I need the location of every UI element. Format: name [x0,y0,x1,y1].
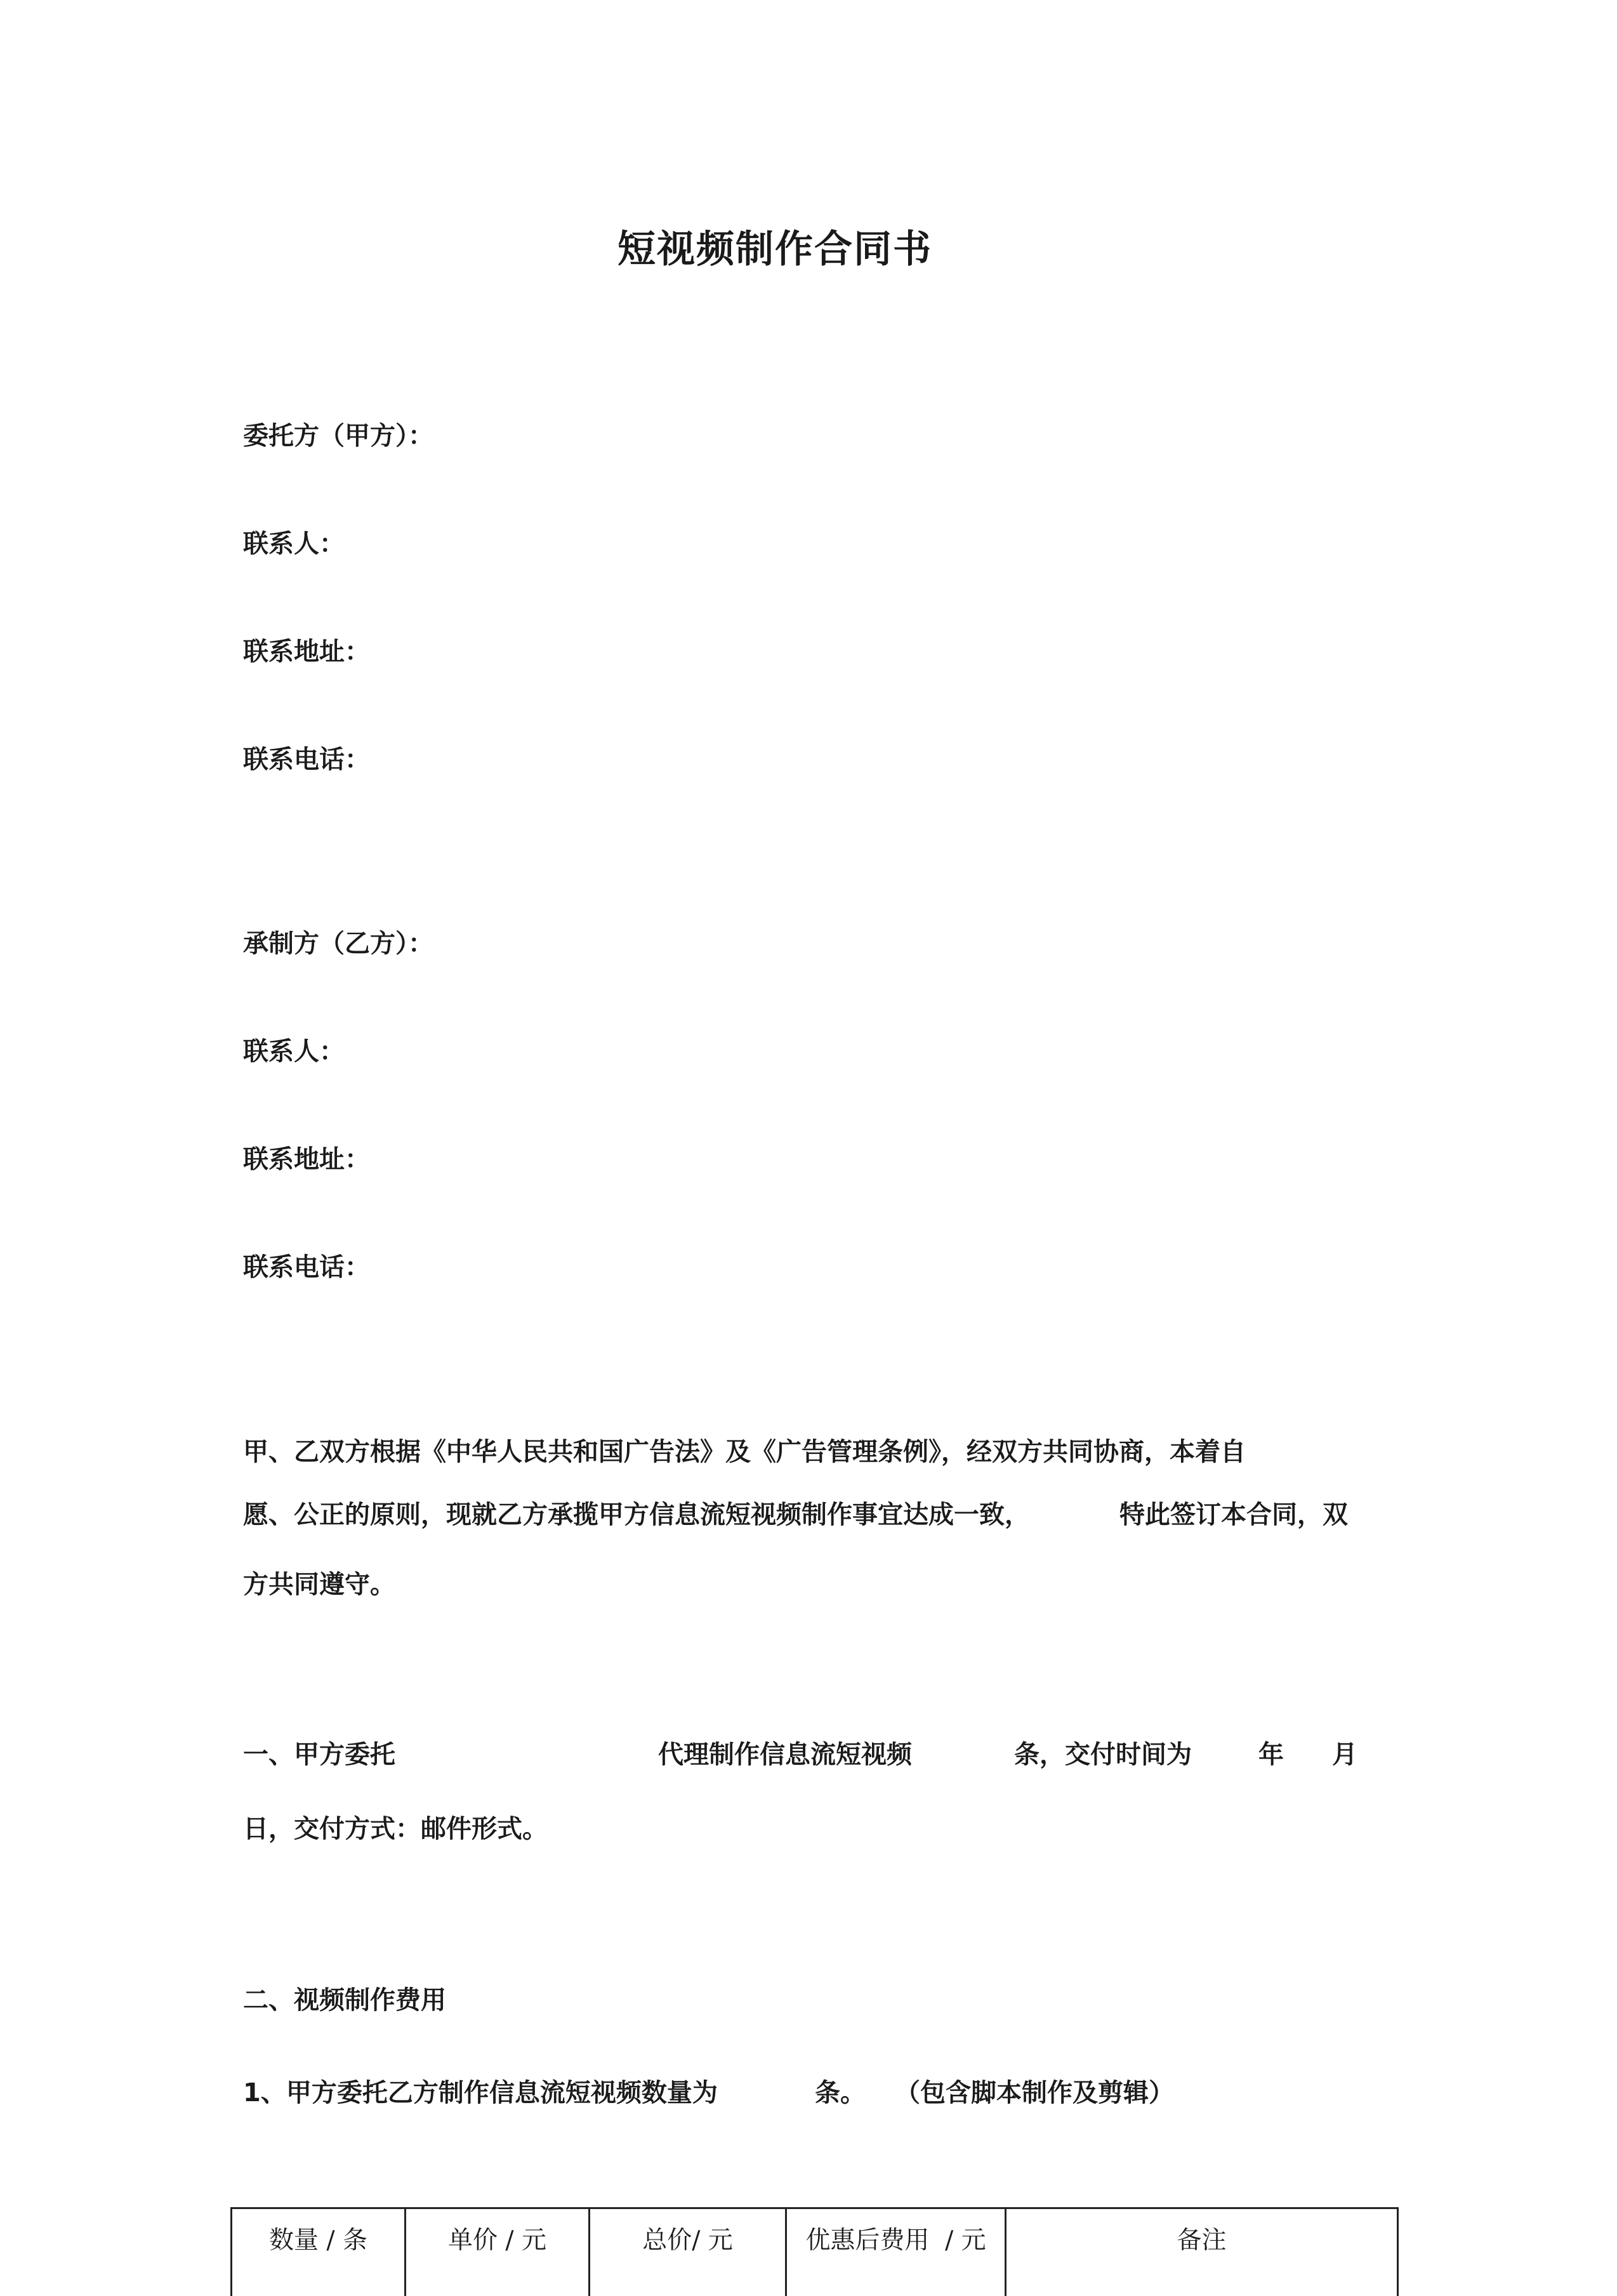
preamble-line-3: 方共同遵守。 [243,1564,395,1600]
party-a-heading: 委托方（甲方）： [243,416,433,452]
fee-table-header-row [232,2208,1398,2296]
section1-month: 月 [1332,1734,1357,1771]
section1-line-2: 日，交付方式：邮件形式。 [243,1809,548,1845]
party-b-phone: 联系电话： [243,1247,370,1283]
section1-year: 年 [1258,1734,1284,1771]
section2-item1-part-1: 1、甲方委托乙方制作信息流短视频数量为 [243,2073,718,2109]
document-title: 短视频制作合同书 [0,219,1550,274]
fee-table-header-total-price: 总价/ 元 [590,2208,786,2296]
fee-table [230,2207,1399,2296]
fee-table-header-remarks: 备注 [1006,2208,1398,2296]
section2-item1-part-2: 条。 [815,2073,866,2109]
party-b-address: 联系地址： [243,1139,370,1175]
section1-part-1: 一、甲方委托 [243,1734,395,1771]
party-a-contact-person: 联系人： [243,524,345,560]
section1-part-3: 条，交付时间为 [1014,1734,1192,1771]
preamble-line-2-part-2: 特此签订本合同，双 [1119,1494,1348,1531]
section1-part-2: 代理制作信息流短视频 [658,1734,912,1771]
fee-table-header-discounted-fee: 优惠后费用 / 元 [786,2208,1006,2296]
preamble-line-2-part-1: 愿、公正的原则，现就乙方承揽甲方信息流短视频制作事宜达成一致， [243,1494,1030,1531]
fee-table-header-quantity: 数量 / 条 [232,2208,406,2296]
preamble-line-1: 甲、乙双方根据《中华人民共和国广告法》及《广告管理条例》，经双方共同协商，本着自 [243,1432,1246,1468]
section2-item1-part-3: （包含脚本制作及剪辑） [895,2073,1174,2109]
fee-table-header-unit-price: 单价 / 元 [406,2208,590,2296]
party-b-heading: 承制方（乙方）： [243,923,433,960]
party-b-contact-person: 联系人： [243,1031,345,1067]
party-a-address: 联系地址： [243,631,370,668]
section2-heading: 二、视频制作费用 [243,1980,446,2016]
party-a-phone: 联系电话： [243,739,370,775]
